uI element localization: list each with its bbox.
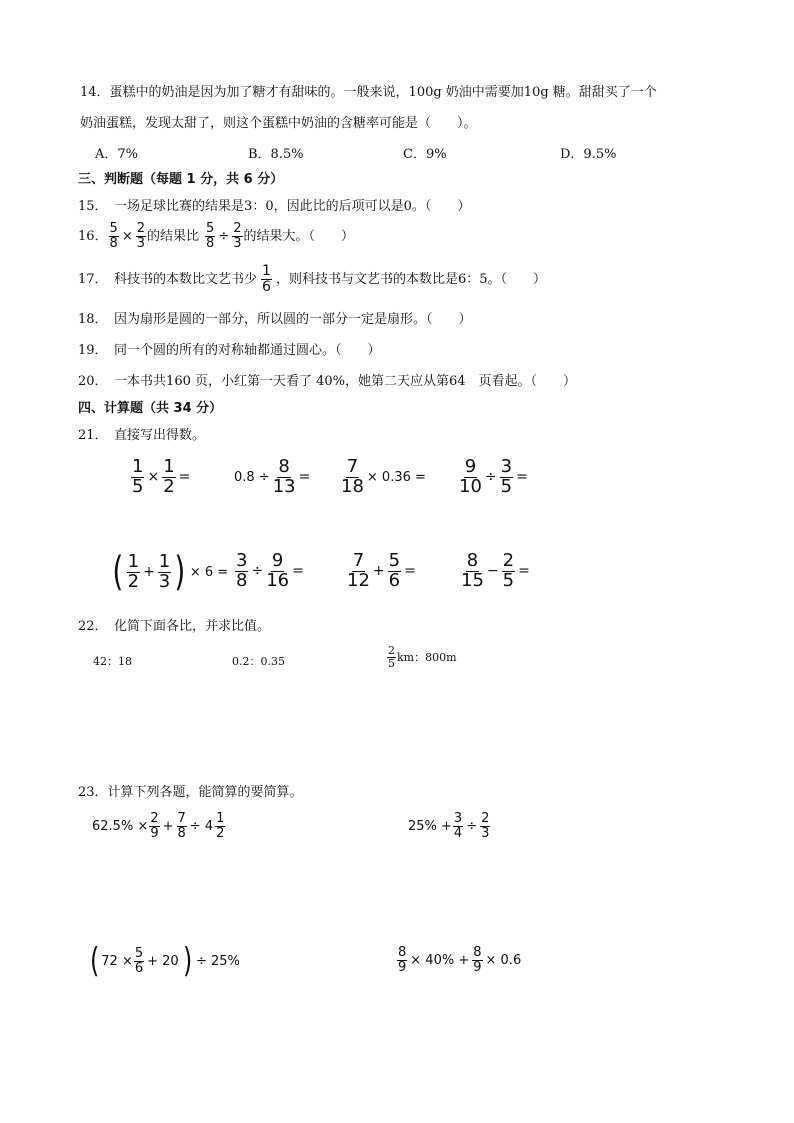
- q22-ratio-3: [386, 645, 457, 669]
- q16-fraction-1: $\frac{5}{8}$: [109, 221, 118, 251]
- right-paren: ): [182, 941, 192, 981]
- equals: =: [178, 469, 191, 486]
- operator: × 40% +: [410, 952, 470, 968]
- q23-expr-3: [88, 941, 242, 981]
- operator: +: [143, 564, 155, 580]
- q14-option-d: D．9.5%: [560, 147, 617, 162]
- q16-end-text: 的结果大。（ ）: [243, 228, 355, 244]
- q21-expr-1: [130, 458, 192, 497]
- fraction: $\frac{2}{5}$: [388, 644, 395, 670]
- q16-divide: ÷: [218, 228, 230, 244]
- fraction: $\frac{7}{18}$: [341, 456, 364, 497]
- q21-expr-7: [346, 552, 418, 591]
- suffix: × 6 =: [189, 564, 229, 580]
- suffix: × 0.36 =: [366, 469, 426, 485]
- q21-title: 21． 直接写出得数。: [78, 428, 206, 443]
- fraction: $\frac{1}{2}$: [163, 456, 175, 497]
- q22-title: 22． 化简下面各比，并求比值。: [78, 619, 271, 634]
- equals: =: [516, 469, 528, 486]
- q20: 20． 一本书共160 页，小红第一天看了 40%，她第二天应从第64 页看起。（ ）: [78, 374, 577, 389]
- fraction: $\frac{2}{3}$: [481, 811, 490, 841]
- q17-post-text: ，则科技书与文艺书的本数比是6：5。（ ）: [275, 271, 547, 287]
- fraction: $\frac{5}{6}$: [134, 945, 144, 976]
- operator: +: [372, 563, 385, 580]
- q23-expr-1: [92, 812, 226, 840]
- fraction: $\frac{8}{13}$: [272, 456, 296, 497]
- q22-ratio-3-text: km：800m: [397, 650, 457, 664]
- q16-mid-text: 的结果比: [147, 228, 200, 244]
- prefix: 25% +: [408, 818, 452, 834]
- q16: [78, 222, 354, 250]
- fraction: $\frac{1}{5}$: [132, 456, 144, 497]
- equals: =: [404, 563, 416, 580]
- section-3-title: 三、判断题（每题 1 分，共 6 分）: [78, 172, 284, 187]
- fraction: $\frac{1}{3}$: [158, 550, 171, 592]
- q16-fraction-4: $\frac{2}{3}$: [233, 221, 242, 251]
- q14-option-c: C．9%: [403, 147, 447, 162]
- q14-option-a: A．7%: [95, 147, 139, 162]
- q16-number: 16．: [78, 228, 108, 244]
- operator: +: [162, 818, 174, 834]
- q14-line1: 14．蛋糕中的奶油是因为加了糖才有甜味的。一般来说，100g 奶油中需要加10g 糖。甜甜买了一个: [80, 85, 657, 100]
- operator: + 20: [147, 953, 179, 969]
- q17-fraction: $\frac{1}{6}$: [262, 263, 271, 295]
- fraction: $\frac{8}{9}$: [473, 945, 482, 975]
- section-4-title: 四、计算题（共 34 分）: [78, 401, 223, 416]
- fraction: $\frac{2}{5}$: [502, 550, 515, 591]
- operator: ÷: [484, 469, 497, 486]
- fraction: $\frac{7}{8}$: [177, 811, 186, 841]
- q21-expr-5: [110, 549, 230, 595]
- q22-ratio-2: 0.2：0.35: [232, 655, 285, 668]
- fraction: $\frac{2}{9}$: [150, 811, 159, 841]
- q16-fraction-3: $\frac{5}{8}$: [206, 221, 215, 251]
- q16-times: ×: [121, 228, 133, 244]
- operator: ÷: [251, 563, 264, 580]
- operator: ÷ 4: [189, 818, 214, 834]
- fraction: $\frac{3}{4}$: [453, 811, 463, 841]
- q21-expr-4: [458, 458, 530, 497]
- fraction: $\frac{9}{16}$: [266, 550, 290, 591]
- prefix: 72 ×: [101, 953, 133, 969]
- suffix: × 0.6: [485, 952, 522, 968]
- q21-expr-3: [340, 458, 428, 497]
- fraction: $\frac{3}{5}$: [500, 456, 513, 497]
- fraction: $\frac{7}{12}$: [347, 550, 370, 591]
- fraction: $\frac{8}{15}$: [461, 550, 484, 591]
- fraction: $\frac{9}{10}$: [459, 456, 482, 497]
- q21-expr-6: [234, 552, 306, 591]
- operator: ÷: [466, 818, 478, 834]
- left-paren: (: [89, 941, 100, 981]
- q23-title: 23．计算下列各题，能简算的要简算。: [78, 785, 303, 800]
- q23-expr-2: [408, 812, 491, 840]
- q21-expr-2: [232, 458, 312, 497]
- prefix: 62.5% ×: [92, 818, 149, 834]
- suffix: ÷ 25%: [195, 953, 240, 969]
- q22-ratio-1: 42：18: [93, 655, 132, 668]
- q17-pre-text: 17． 科技书的本数比文艺书少: [78, 271, 258, 287]
- equals: =: [292, 563, 304, 580]
- prefix: 0.8 ÷: [234, 469, 270, 485]
- operator: −: [486, 563, 499, 580]
- q19: 19． 同一个圆的所有的对称轴都通过圆心。（ ）: [78, 343, 381, 358]
- fraction: $\frac{5}{6}$: [388, 550, 401, 591]
- fraction: $\frac{8}{9}$: [398, 945, 407, 975]
- q17: [78, 264, 546, 294]
- equals: =: [518, 563, 530, 580]
- right-paren: ): [174, 549, 186, 595]
- fraction: $\frac{1}{2}$: [127, 550, 140, 592]
- q15: 15． 一场足球比赛的结果是3：0，因此比的后项可以是0。（ ）: [78, 199, 471, 214]
- equals: =: [298, 469, 311, 486]
- fraction: $\frac{1}{2}$: [216, 811, 225, 841]
- fraction: $\frac{3}{8}$: [236, 550, 248, 591]
- q23-expr-4: [396, 946, 523, 974]
- operator: ×: [147, 469, 160, 486]
- q16-fraction-2: $\frac{2}{3}$: [136, 221, 146, 251]
- q14-option-b: B．8.5%: [248, 147, 304, 162]
- q14-line2: 奶油蛋糕，发现太甜了，则这个蛋糕中奶油的含糖率可能是（ ）。: [80, 116, 477, 131]
- left-paren: (: [112, 549, 124, 595]
- q18: 18． 因为扇形是圆的一部分，所以圆的一部分一定是扇形。（ ）: [78, 312, 472, 327]
- q21-expr-8: [460, 552, 532, 591]
